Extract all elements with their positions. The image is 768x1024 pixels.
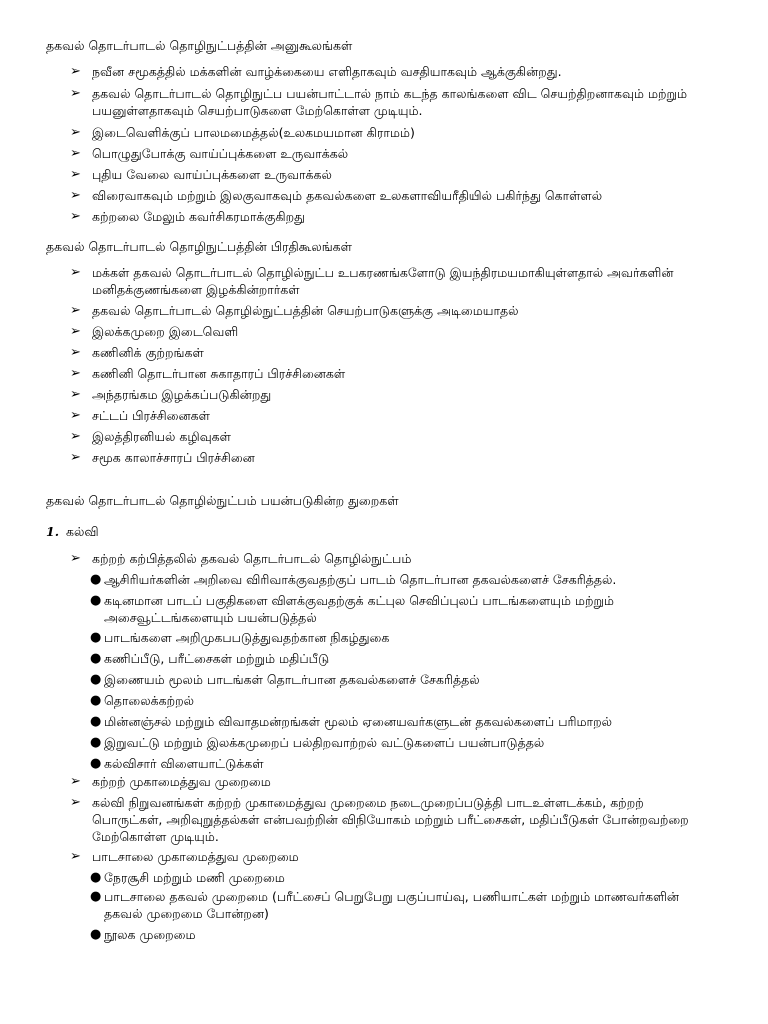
dot-bullet-icon: ● — [90, 870, 102, 885]
dot-bullet-icon: ● — [90, 735, 102, 750]
arrow-bullet-icon: ➢ — [70, 849, 81, 864]
arrow-bullet-icon: ➢ — [70, 408, 81, 423]
field-arrow-item: ➢ பாடசாலை முகாமைத்துவ முறைமை — [70, 849, 299, 864]
field-bullet-item: ● கணிப்பீடு, பரீட்சைகள் மற்றும் மதிப்பீடு — [90, 651, 330, 666]
field-arrow-item: ➢ கற்றற் கற்பித்தலில் தகவல் தொடர்பாடல் தொழில்நுட்பம் — [70, 551, 412, 566]
advantage-item: ➢ பொழுதுபோக்கு வாய்ப்புக்களை உருவாக்கல் — [70, 146, 349, 161]
field-bullet-item: ● ஆசிரியர்களின் அறிவை விரிவாக்குவதற்குப் பாடம் தொடர்பான தகவல்களைச் சேகரித்தல். — [90, 572, 617, 587]
arrow-bullet-icon: ➢ — [70, 86, 81, 101]
disadvantage-item: ➢ தகவல் தொடர்பாடல் தொழில்நுட்பத்தின் செயற்பாடுகளுக்கு அடிமையாதல் — [70, 303, 519, 318]
arrow-bullet-icon: ➢ — [70, 167, 81, 182]
field-bullet-item: ● இணையம் மூலம் பாடங்கள் தொடர்பான தகவல்களைச் சேகரித்தல் — [90, 672, 480, 687]
arrow-bullet-icon: ➢ — [70, 366, 81, 381]
disadvantages-heading: தகவல் தொடர்பாடல் தொழிநுட்பத்தின் பிரதிகூலங்கள் — [46, 239, 352, 254]
arrow-bullet-icon: ➢ — [70, 345, 81, 360]
disadvantage-item: ➢ சமூக காலாச்சாரப் பிரச்சினை — [70, 450, 255, 465]
advantage-item: ➢ தகவல் தொடர்பாடல் தொழிநுட்ப பயன்பாட்டால் நாம் கடந்த காலங்களை விட செயற்திறனாகவும் மற்றும் பயனுள்ளதாகவும் செயற்பாடுகளை மேற்கொள்ள முடியும். — [70, 86, 688, 118]
disadvantage-item: ➢ இலத்திரனியல் கழிவுகள் — [70, 429, 231, 444]
field-arrow-item: ➢ கற்றற் முகாமைத்துவ முறைமை — [70, 774, 271, 789]
disadvantage-item: ➢ சட்டப் பிரச்சினைகள் — [70, 408, 210, 423]
field-bullet-item: ● கடினமான பாடப் பகுதிகளை விளக்குவதற்குக் கட்புல செவிப்புலப் பாடங்களையும் மற்றும் அசைவூட்டங்களையும் பயன்படுத்தல் — [90, 593, 614, 625]
dot-bullet-icon: ● — [90, 714, 102, 729]
fields-heading: தகவல் தொடர்பாடல் தொழில்நுட்பம் பயன்படுகின்ற துறைகள் — [46, 493, 399, 508]
disadvantage-item: ➢ மக்கள் தகவல் தொடர்பாடல் தொழில்நுட்ப உபகரணங்களோடு இயந்திரமயமாகியுள்ளதால் அவர்களின் மனிதக்குணங்களை இழக்கின்றார்கள் — [70, 265, 674, 297]
section-number: 1. — [46, 524, 60, 539]
arrow-bullet-icon: ➢ — [70, 188, 81, 203]
dot-bullet-icon: ● — [90, 630, 102, 645]
field-bullet-item: ● மின்னஞ்சல் மற்றும் விவாதமன்றங்கள் மூலம் ஏனையவர்களுடன் தகவல்களைப் பரிமாறல் — [90, 714, 612, 729]
arrow-bullet-icon: ➢ — [70, 209, 81, 224]
dot-bullet-icon: ● — [90, 672, 102, 687]
arrow-bullet-icon: ➢ — [70, 551, 81, 566]
dot-bullet-icon: ● — [90, 889, 102, 904]
arrow-bullet-icon: ➢ — [70, 125, 81, 140]
field-bullet-item: ● நேரசூசி மற்றும் மணி முறைமை — [90, 870, 285, 885]
advantage-item: ➢ புதிய வேலை வாய்ப்புக்களை உருவாக்கல் — [70, 167, 332, 182]
disadvantage-item: ➢ கணினி தொடர்பான சுகாதாரப் பிரச்சினைகள் — [70, 366, 346, 381]
arrow-bullet-icon: ➢ — [70, 387, 81, 402]
advantage-item: ➢ கற்றலை மேலும் கவர்சிகரமாக்குகிறது — [70, 209, 305, 224]
advantage-item: ➢ இடைவெளிக்குப் பாலமமைத்தல்(உலகமயமான கிராமம்) — [70, 125, 415, 140]
advantages-heading: தகவல் தொடர்பாடல் தொழிநுட்பத்தின் அனுகூலங்கள் — [46, 38, 353, 53]
arrow-bullet-icon: ➢ — [70, 324, 81, 339]
disadvantage-item: ➢ கணினிக் குற்றங்கள் — [70, 345, 204, 360]
field-bullet-item: ● பாடங்களை அறிமுகபபடுத்துவதற்கான நிகழ்துகை — [90, 630, 390, 645]
advantage-item: ➢ விரைவாகவும் மற்றும் இலகுவாகவும் தகவல்களை உலகளாவியரீதியில் பகிர்ந்து கொள்ளல் — [70, 188, 603, 203]
field-bullet-item: ● தொலைக்கற்றல் — [90, 693, 194, 708]
arrow-bullet-icon: ➢ — [70, 774, 81, 789]
dot-bullet-icon: ● — [90, 756, 102, 771]
dot-bullet-icon: ● — [90, 693, 102, 708]
arrow-bullet-icon: ➢ — [70, 795, 81, 810]
dot-bullet-icon: ● — [90, 572, 102, 587]
field-bullet-item: ● பாடசாலை தகவல் முறைமை (பரீட்சைப் பெறுபேறு பகுப்பாய்வு, பணியாட்கள் மற்றும் மாணவர்களின் தகவல் முறைமை போன்றன) — [90, 889, 680, 921]
field-bullet-item: ● இறுவட்டு மற்றும் இலக்கமுறைப் பல்திறவாற்றல் வட்டுகளைப் பயன்பாடுத்தல் — [90, 735, 545, 750]
dot-bullet-icon: ● — [90, 927, 102, 942]
arrow-bullet-icon: ➢ — [70, 450, 81, 465]
advantage-item: ➢ நவீன சமூகத்தில் மக்களின் வாழ்க்கையை எளிதாகவும் வசதியாகவும் ஆக்குகின்றது. — [70, 64, 562, 79]
field-bullet-item: ● நூலக முறைமை — [90, 927, 196, 942]
arrow-bullet-icon: ➢ — [70, 64, 81, 79]
section-subheading: கல்வி — [66, 524, 99, 539]
dot-bullet-icon: ● — [90, 651, 102, 666]
field-bullet-item: ● கல்விசார் விளையாட்டுக்கள் — [90, 756, 264, 771]
disadvantage-item: ➢ இலக்கமுறை இடைவெளி — [70, 324, 239, 339]
arrow-bullet-icon: ➢ — [70, 265, 81, 280]
arrow-bullet-icon: ➢ — [70, 303, 81, 318]
disadvantage-item: ➢ அந்தரங்கம இழக்கப்படுகின்றது — [70, 387, 272, 402]
field-arrow-item: ➢ கல்வி நிறுவனங்கள் கற்றற் முகாமைத்துவ முறைமை நடைமுறைப்படுத்தி பாடஉள்ளடக்கம், கற்றற் பொருட்கள், அறிவுறுத்தல்கள் என்பவற்றின் விநியோகம் மற்றும் பரீட்சைகள், மதிப்பீடுகள் போன்றவற்றை மேற்கொள்ள முடியும். — [70, 795, 689, 844]
dot-bullet-icon: ● — [90, 593, 102, 608]
arrow-bullet-icon: ➢ — [70, 146, 81, 161]
arrow-bullet-icon: ➢ — [70, 429, 81, 444]
